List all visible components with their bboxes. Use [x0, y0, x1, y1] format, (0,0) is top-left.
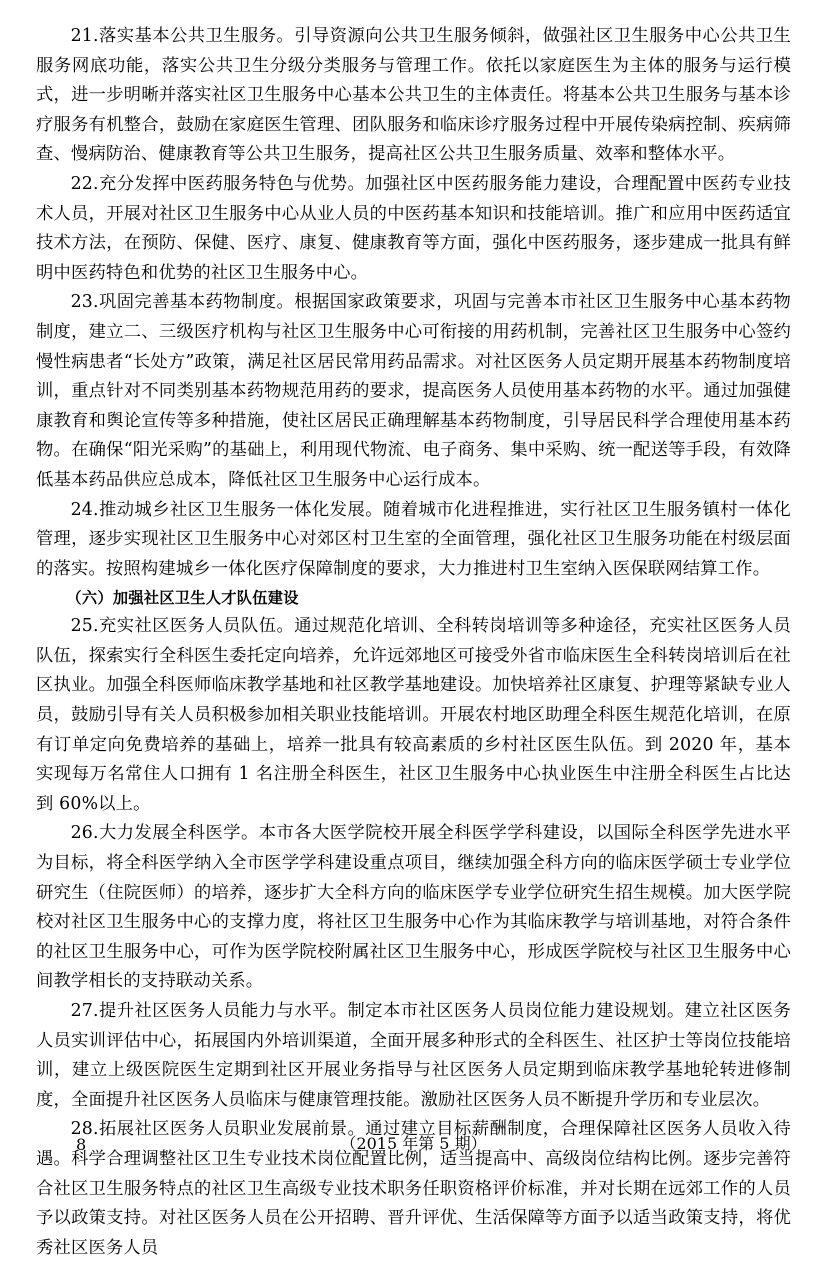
paragraph-25: 25.充实社区医务人员队伍。通过规范化培训、全科转岗培训等多种途径，充实社区医务人员队伍，探索实行全科医生委托定向培养，允许远郊地区可接受外省市临床医生全科转岗培训后在社区执业。加强全科医师临床教学基地和社区教学基地建设。加快培养社区康复、护理等紧缺专业人员，鼓励引导有关人员积极参加相关职业技能培训。开展农村地区助理全科医生规范化培训，在原有订单定向免费培养的基础上，培养一批具有较高素质的乡村社区医生队伍。到 2020 年，基本实现每万名常住人口拥有 1 名注册全科医生，社区卫生服务中心执业医生中注册全科医生占比达到 60%以上。	[36, 616, 791, 814]
paragraph-28: 28.拓展社区医务人员职业发展前景。通过建立目标薪酬制度，合理保障社区医务人员收入待遇。科学合理调整社区卫生专业技术岗位配置比例，适当提高中、高级岗位结构比例。逐步完善符合社区卫生服务特点的社区卫生高级专业技术职务任职资格评价标准，并对长期在远郊工作的人员予以政策支持。对社区医务人员在公开招聘、晋升评优、生活保障等方面予以适当政策支持，将优秀社区医务人员	[36, 1119, 791, 1258]
paragraph-27: 27.提升社区医务人员能力与水平。制定本市社区医务人员岗位能力建设规划。建立社区医务人员实训评估中心，拓展国内外培训渠道，全面开展多种形式的全科医生、社区护士等岗位技能培训，建立上级医院医生定期到社区开展业务指导与社区医务人员定期到临床教学基地轮转进修制度，全面提升社区医务人员临床与健康管理技能。激励社区医务人员不断提升学历和专业层次。	[36, 1001, 791, 1110]
paragraph-24: 24.推动城乡社区卫生服务一体化发展。随着城市化进程推进，实行社区卫生服务镇村一体化管理，逐步实现社区卫生服务中心对郊区村卫生室的全面管理，强化社区卫生服务功能在村级层面的落实。按照构建城乡一体化医疗保障制度的要求，大力推进村卫生室纳入医保联网结算工作。	[36, 499, 791, 579]
page-footer	[36, 1130, 791, 1154]
paragraph-23: 23.巩固完善基本药物制度。根据国家政策要求，巩固与完善本市社区卫生服务中心基本药物制度，建立二、三级医疗机构与社区卫生服务中心可衔接的用药机制，完善社区卫生服务中心签约慢性病患者“长处方”政策，满足社区居民常用药品需求。对社区医务人员定期开展基本药物制度培训，重点针对不同类别基本药物规范用药的要求，提高医务人员使用基本药物的水平。通过加强健康教育和舆论宣传等多种措施，使社区居民正确理解基本药物制度，引导居民科学合理使用基本药物。在确保“阳光采购”的基础上，利用现代物流、电子商务、集中采购、统一配送等手段，有效降低基本药品供应总成本，降低社区卫生服务中心运行成本。	[36, 292, 791, 490]
document-body	[36, 22, 791, 1263]
paragraph-21: 21.落实基本公共卫生服务。引导资源向公共卫生服务倾斜，做强社区卫生服务中心公共卫生服务网底功能，落实公共卫生分级分类服务与管理工作。依托以家庭医生为主体的服务与运行模式，进一步明晰并落实社区卫生服务中心基本公共卫生的主体责任。将基本公共卫生服务与基本诊疗服务有机整合，鼓励在家庭医生管理、团队服务和临床诊疗服务过程中开展传染病控制、疾病筛查、慢病防治、健康教育等公共卫生服务，提高社区公共卫生服务质量、效率和整体水平。	[36, 26, 791, 165]
paragraph-22: 22.充分发挥中医药服务特色与优势。加强社区中医药服务能力建设，合理配置中医药专业技术人员，开展对社区卫生服务中心从业人员的中医药基本知识和技能培训。推广和应用中医药适宜技术方法，在预防、保健、医疗、康复、健康教育等方面，强化中医药服务，逐步建成一批具有鲜明中医药特色和优势的社区卫生服务中心。	[36, 173, 791, 283]
section-heading-six: （六）加强社区卫生人才队伍建设	[66, 589, 299, 608]
page-number: 8	[76, 1135, 87, 1154]
issue-label: （2015 年第 5 期）	[340, 1134, 487, 1153]
paragraph-26: 26.大力发展全科医学。本市各大医学院校开展全科医学学科建设，以国际全科医学先进水平为目标，将全科医学纳入全市医学学科建设重点项目，继续加强全科方向的临床医学硕士专业学位研究生（住院医师）的培养，逐步扩大全科方向的临床医学专业学位研究生招生规模。加大医学院校对社区卫生服务中心的支撑力度，将社区卫生服务中心作为其临床教学与培训基地，对符合条件的社区卫生服务中心，可作为医学院校附属社区卫生服务中心，形成医学院校与社区卫生服务中心间教学相长的支持联动关系。	[36, 823, 791, 992]
